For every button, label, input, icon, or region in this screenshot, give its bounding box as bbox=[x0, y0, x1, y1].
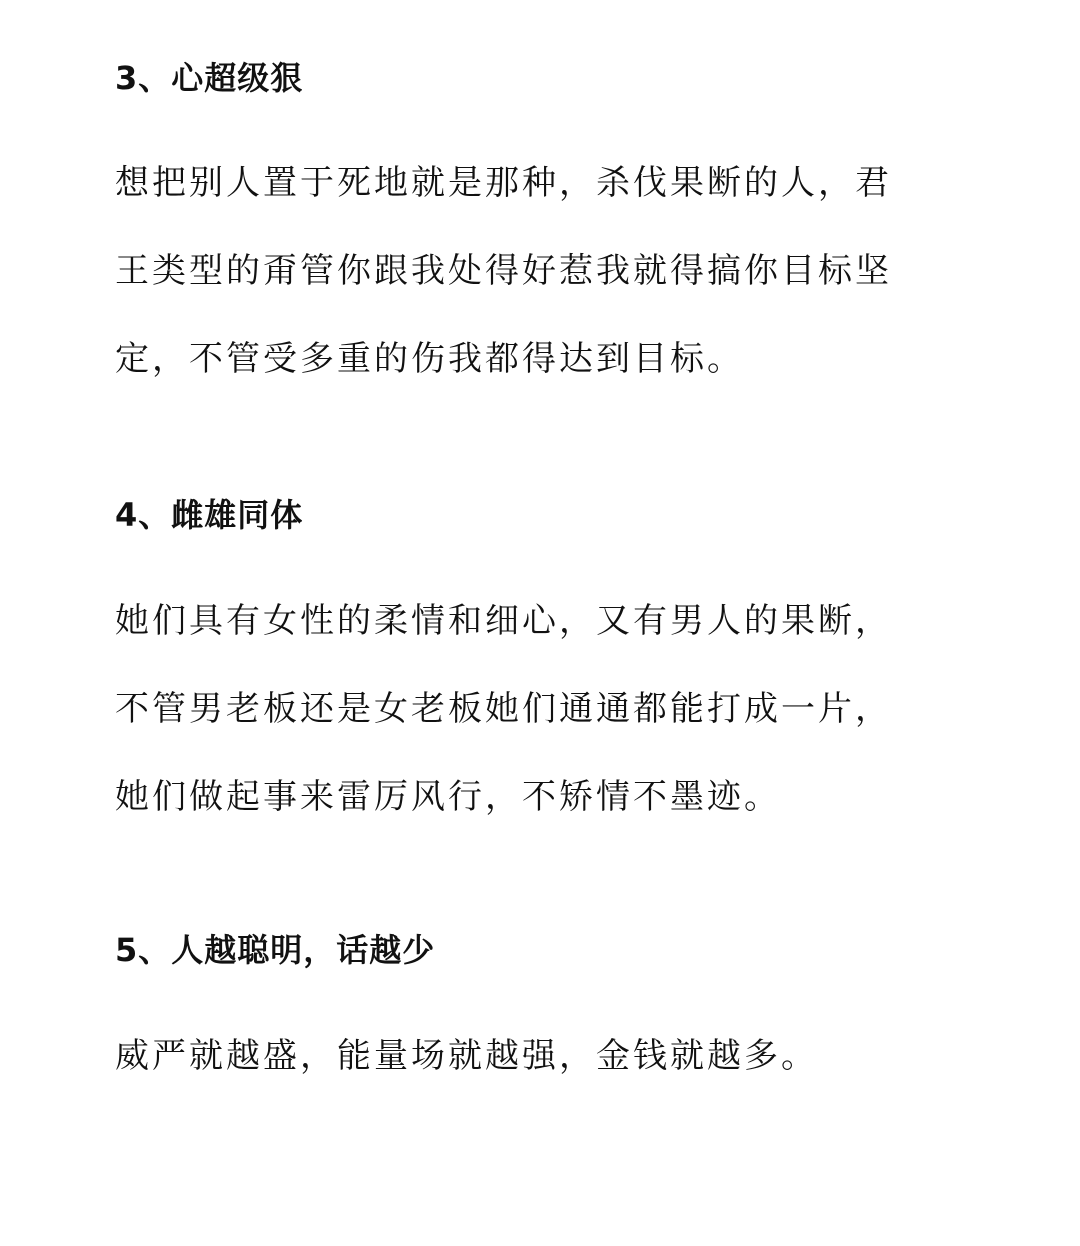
section-paragraph bbox=[115, 577, 975, 841]
paragraph-line: 威严就越盛，能量场就越强，金钱就越多。 bbox=[115, 1036, 818, 1076]
paragraph-line: 王类型的甭管你跟我处得好惹我就得搞你目标坚 bbox=[115, 251, 892, 291]
section-heading: 5、人越聪明，话越少 bbox=[115, 931, 436, 969]
section-heading: 4、雌雄同体 bbox=[115, 496, 304, 534]
paragraph-line: 她们做起事来雷厉风行，不矫情不墨迹。 bbox=[115, 777, 781, 817]
section-4 bbox=[115, 495, 975, 841]
section-5 bbox=[115, 930, 975, 1100]
paragraph-line: 定，不管受多重的伤我都得达到目标。 bbox=[115, 339, 744, 379]
section-paragraph bbox=[115, 139, 975, 403]
section-3 bbox=[115, 58, 975, 403]
section-paragraph bbox=[115, 1012, 975, 1100]
paragraph-line: 她们具有女性的柔情和细心，又有男人的果断， bbox=[115, 601, 892, 641]
paragraph-line: 想把别人置于死地就是那种，杀伐果断的人，君 bbox=[115, 163, 892, 203]
paragraph-line: 不管男老板还是女老板她们通通都能打成一片， bbox=[115, 689, 892, 729]
section-heading: 3、心超级狠 bbox=[115, 59, 304, 97]
